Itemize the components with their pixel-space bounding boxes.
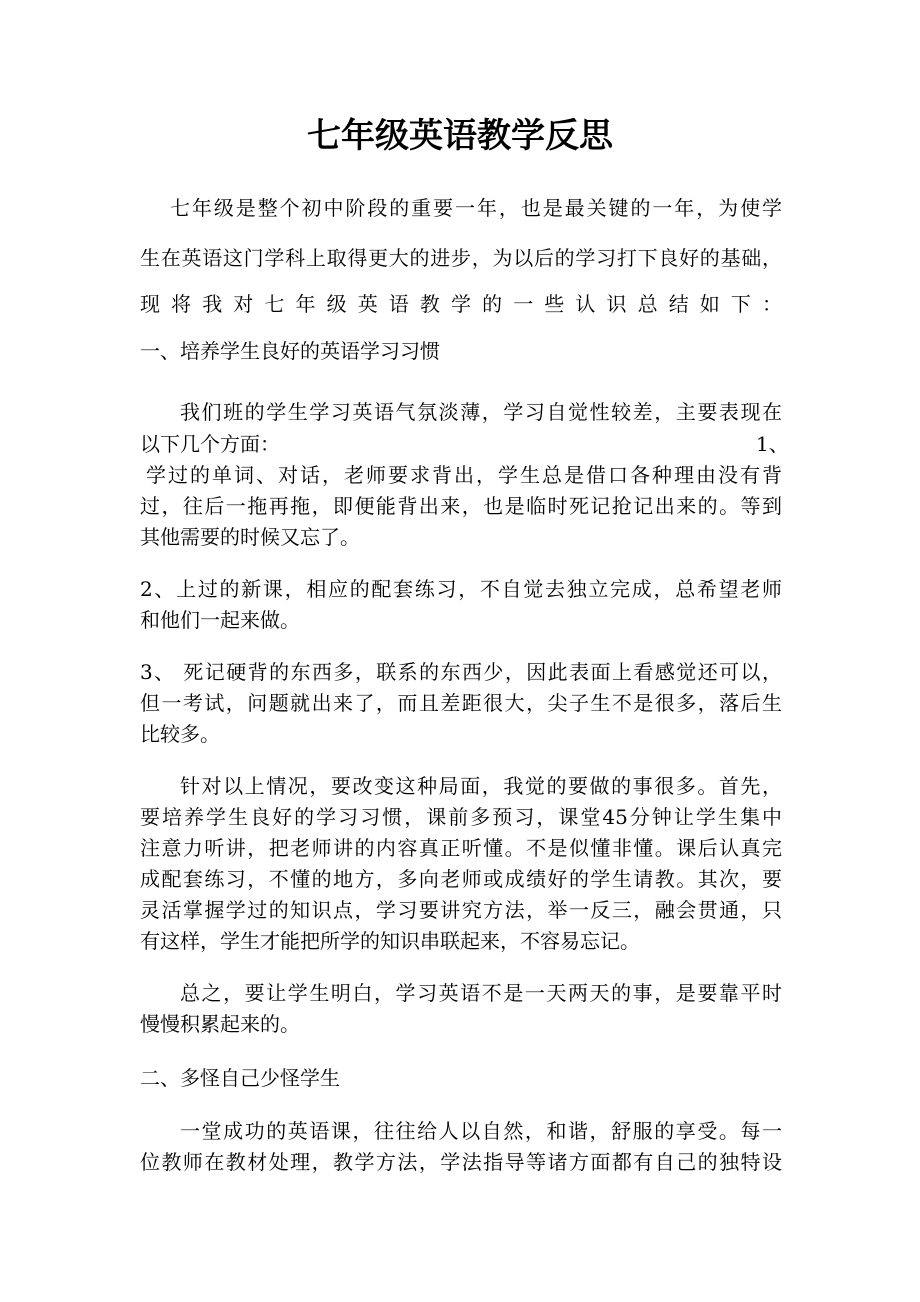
paragraph-line: 2、上过的新课，相应的配套练习，不自觉去独立完成，总希望老师 — [140, 577, 782, 601]
paragraph-line: 生在英语这门学科上取得更大的进步，为以后的学习打下良好的基础， — [140, 246, 782, 270]
paragraph-line: 和他们一起来做。 — [140, 608, 300, 632]
paragraph-line: 灵活掌握学过的知识点，学习要讲究方法，举一反三，融会贯通，只 — [140, 898, 782, 922]
paragraph-line: 成配套练习，不懂的地方，多向老师或成绩好的学生请教。其次，要 — [140, 867, 782, 891]
paragraph-line: 要培养学生良好的学习习惯，课前多预习，课堂45分钟让学生集中 — [140, 805, 782, 829]
paragraph-line: 有这样，学生才能把所学的知识串联起来，不容易忘记。 — [140, 929, 640, 953]
document-title: 七年级英语教学反思 — [307, 116, 613, 156]
paragraph-line: 比较多。 — [140, 722, 220, 746]
paragraph-line: 总之，要让学生明白，学习英语不是一天两天的事，是要靠平时 — [180, 981, 782, 1005]
paragraph-line: 学过的单词、对话，老师要求背出，学生总是借口各种理由没有背 — [146, 463, 782, 487]
paragraph-line: 慢慢积累起来的。 — [140, 1012, 300, 1036]
paragraph-line: 其他需要的时候又忘了。 — [140, 525, 360, 549]
paragraph-line: 我们班的学生学习英语气氛淡薄，学习自觉性较差，主要表现在 — [180, 400, 782, 424]
paragraph-line: 位教师在教材处理，教学方法，学法指导等诸方面都有自己的独特设 — [140, 1150, 782, 1174]
paragraph-line: 但一考试，问题就出来了，而且差距很大，尖子生不是很多，落后生 — [140, 691, 782, 715]
paragraph-line: 七年级是整个初中阶段的重要一年，也是最关键的一年，为使学 — [170, 196, 782, 220]
list-marker: 1、 — [756, 432, 789, 456]
paragraph-line: 以下几个方面： — [140, 432, 280, 456]
paragraph-line: 一堂成功的英语课，往往给人以自然，和谐，舒服的享受。每一 — [180, 1119, 782, 1143]
paragraph-line: 针对以上情况，要改变这种局面，我觉的要做的事很多。首先， — [180, 774, 782, 798]
section-heading: 二、多怪自己少怪学生 — [140, 1066, 340, 1090]
paragraph-line: 3、 死记硬背的东西多，联系的东西少，因此表面上看感觉还可以， — [140, 660, 782, 684]
paragraph-line: 现将我对七年级英语教学的一些认识总结如下： — [140, 292, 782, 316]
paragraph-line: 注意力听讲，把老师讲的内容真正听懂。不是似懂非懂。课后认真完 — [140, 836, 782, 860]
paragraph-line: 过，往后一拖再拖，即便能背出来，也是临时死记抢记出来的。等到 — [140, 494, 782, 518]
section-heading: 一、培养学生良好的英语学习习惯 — [140, 339, 440, 363]
